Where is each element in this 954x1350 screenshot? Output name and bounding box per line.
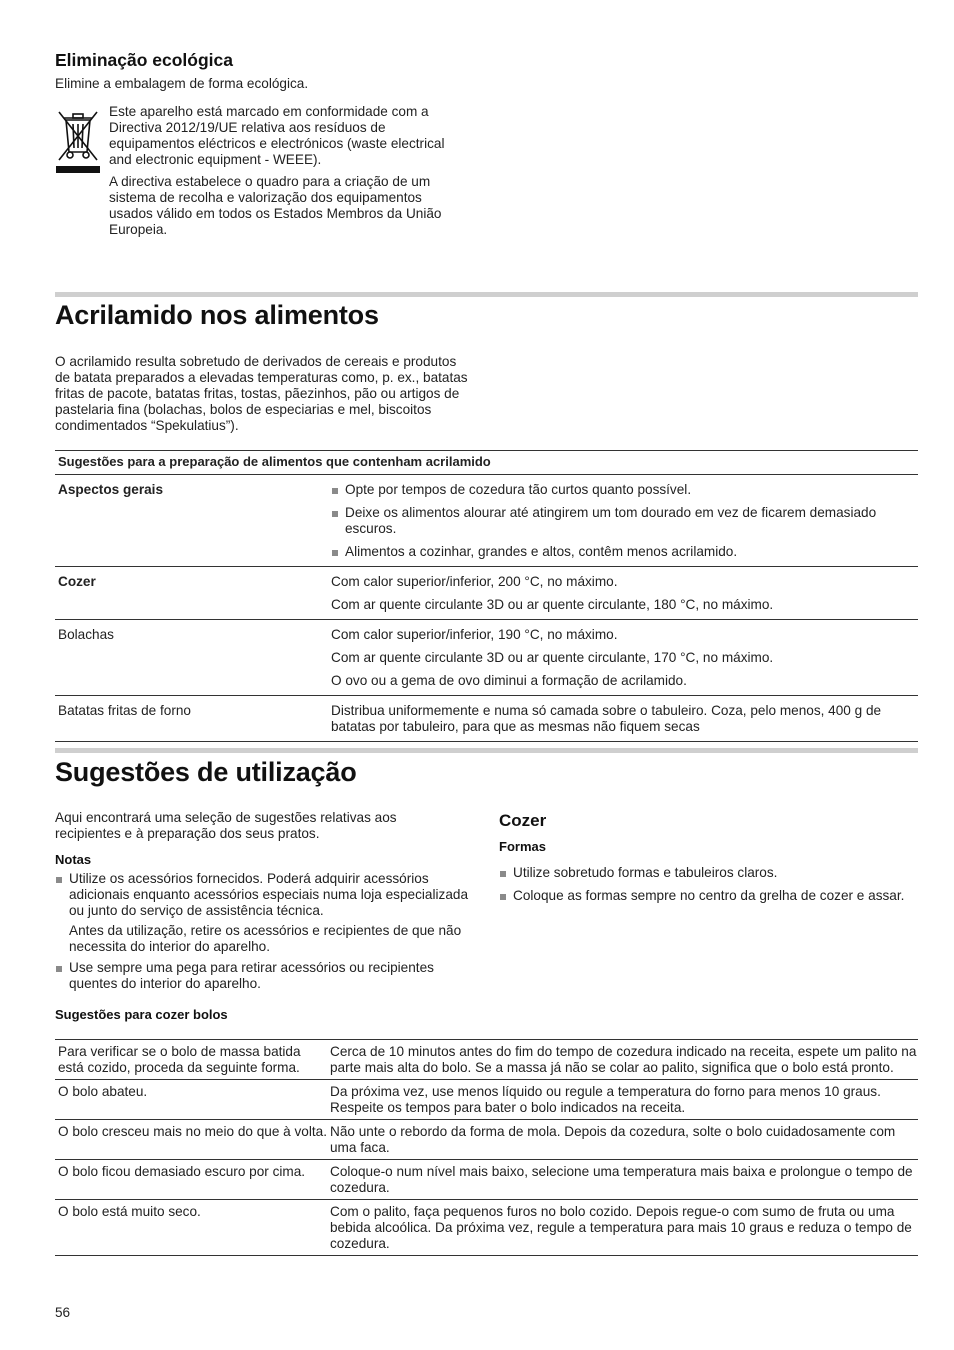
row-label: Aspectos gerais: [55, 475, 328, 567]
list-item: Use sempre uma pega para retirar acessórios ou recipientes quentes do interior do aparelho.: [55, 960, 475, 992]
cozer-title: Cozer: [499, 811, 547, 830]
formas-list: [499, 865, 917, 904]
eco-title: Eliminação ecológica: [55, 50, 233, 70]
crossed-out-wheelie-bin-icon: [55, 106, 101, 176]
notas-list: [55, 871, 475, 992]
row-line: Com ar quente circulante 3D ou ar quente circulante, 180 °C, no máximo.: [331, 597, 774, 612]
notas-continuation: Antes da utilização, retire os acessórios e recipientes de que não necessita do interior do aparelho.: [69, 923, 462, 954]
list-item: Alimentos a cozinhar, grandes e altos, contêm menos acrilamido.: [331, 544, 918, 560]
solution-cell: Cerca de 10 minutos antes do fim do tempo de cozedura indicado na receita, espete um palito na parte mais alta do bolo. Se a massa já não se colar ao palito, significa que o bolo está pronto.: [327, 1040, 918, 1080]
bolos-title: Sugestões para cozer bolos: [55, 1007, 228, 1022]
section-rule: [55, 292, 918, 297]
acrilamido-table-title: Sugestões para a preparação de alimentos que contenham acrilamido: [58, 454, 491, 469]
row-line: Com calor superior/inferior, 190 °C, no máximo.: [331, 627, 618, 642]
problem-cell: O bolo cresceu mais no meio do que à volta.: [55, 1120, 327, 1160]
row-line: Com ar quente circulante 3D ou ar quente circulante, 170 °C, no máximo.: [331, 650, 774, 665]
acrilamido-intro: O acrilamido resulta sobretudo de derivados de cereais e produtos de batata preparados a elevadas temperaturas como, p. ex., batatas fritas de pacote, batatas fritas, tostas, pãezinhos, pão ou artigos de pastelaria fina (bolachas, bolos de especiarias e mel, biscoitos condimentados “Spekulatius”).: [55, 354, 468, 433]
table-row: [55, 1160, 918, 1200]
list-item: Utilize os acessórios fornecidos. Poderá adquirir acessórios adicionais enquanto acessórios especiais numa loja especializada ou junto do serviço de assistência técnica.: [55, 871, 475, 919]
eco-intro: Elimine a embalagem de forma ecológica.: [55, 76, 309, 91]
table-row: [55, 1120, 918, 1160]
row-label: Batatas fritas de forno: [55, 696, 328, 742]
row-line: Distribua uniformemente e numa só camada sobre o tabuleiro. Coza, pelo menos, 400 g de batatas por tabuleiro, para que as mesmas não fiquem secas: [331, 703, 882, 734]
table-row: [55, 696, 918, 742]
table-row: [55, 1080, 918, 1120]
acrilamido-title: Acrilamido nos alimentos: [55, 300, 379, 330]
row-label: Cozer: [55, 567, 328, 620]
problem-cell: O bolo abateu.: [55, 1080, 327, 1120]
notas-title: Notas: [55, 852, 92, 867]
section-rule: [55, 748, 918, 753]
solution-cell: Da próxima vez, use menos líquido ou regule a temperatura do forno para menos 10 graus. Respeite os tempos para bater o bolo indicados na receita.: [327, 1080, 918, 1120]
solution-cell: Coloque-o num nível mais baixo, selecione uma temperatura mais baixa e prolongue o tempo de cozedura.: [327, 1160, 918, 1200]
row-label: Bolachas: [55, 620, 328, 696]
solution-cell: Não unte o rebordo da forma de mola. Depois da cozedura, solte o bolo cuidadosamente com uma faca.: [327, 1120, 918, 1160]
list-item: Coloque as formas sempre no centro da grelha de cozer e assar.: [499, 888, 917, 904]
eco-para-2: A directiva estabelece o quadro para a criação de um sistema de recolha e valorização dos equipamentos usados válido em todos os Estados Membros da União Europeia.: [109, 174, 442, 237]
problem-cell: Para verificar se o bolo de massa batida está cozido, proceda da seguinte forma.: [55, 1040, 327, 1080]
row-line: Com calor superior/inferior, 200 °C, no máximo.: [331, 574, 618, 589]
table-row: [55, 567, 918, 620]
table-row: [55, 1200, 918, 1256]
table-row: [55, 1040, 918, 1080]
table-top-rule: [55, 450, 918, 451]
row-content: [328, 696, 918, 742]
page-number: 56: [55, 1305, 71, 1320]
table-row: [55, 620, 918, 696]
eco-para-1: Este aparelho está marcado em conformidade com a Directiva 2012/19/UE relativa aos resíduos de equipamentos eléctricos e electrónicos (waste electrical and electronic equipment - WEEE).: [109, 104, 445, 167]
bolos-table: [55, 1039, 918, 1256]
table-row: [55, 475, 918, 567]
sugestoes-intro: Aqui encontrará uma seleção de sugestões relativas aos recipientes e à preparação dos seus pratos.: [55, 810, 397, 841]
problem-cell: O bolo está muito seco.: [55, 1200, 327, 1256]
row-content: [328, 567, 918, 620]
list-item: Opte por tempos de cozedura tão curtos quanto possível.: [331, 482, 918, 498]
list-item: Deixe os alimentos alourar até atingirem um tom dourado em vez de ficarem demasiado escuros.: [331, 505, 918, 537]
acrilamido-table: [55, 475, 918, 742]
sugestoes-title: Sugestões de utilização: [55, 757, 357, 787]
row-content: [328, 620, 918, 696]
formas-title: Formas: [499, 839, 546, 854]
row-content: [328, 475, 918, 567]
solution-cell: Com o palito, faça pequenos furos no bolo cozido. Depois regue-o com sumo de fruta ou uma bebida alcoólica. Da próxima vez, regule a temperatura para mais 10 graus e reduza o tempo de cozedura.: [327, 1200, 918, 1256]
row-line: O ovo ou a gema de ovo diminui a formação de acrilamido.: [331, 673, 687, 688]
list-item: Utilize sobretudo formas e tabuleiros claros.: [499, 865, 917, 881]
problem-cell: O bolo ficou demasiado escuro por cima.: [55, 1160, 327, 1200]
